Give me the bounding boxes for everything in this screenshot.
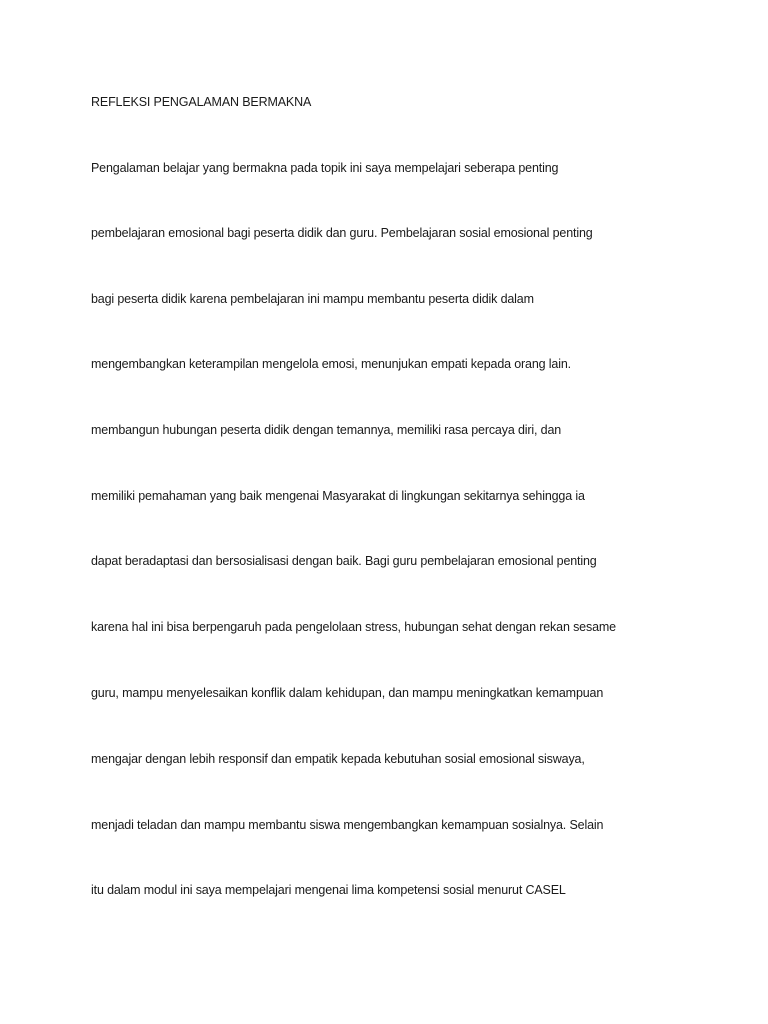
body-line: guru, mampu menyelesaikan konflik dalam kehidupan, dan mampu meningkatkan kemampuan (91, 686, 604, 700)
body-line: karena hal ini bisa berpengaruh pada pengelolaan stress, hubungan sehat dengan rekan sesame (91, 620, 616, 634)
body-line: Pengalaman belajar yang bermakna pada topik ini saya mempelajari seberapa penting (91, 161, 559, 175)
body-line: bagi peserta didik karena pembelajaran ini mampu membantu peserta didik dalam (91, 292, 534, 306)
body-line: memiliki pemahaman yang baik mengenai Masyarakat di lingkungan sekitarnya sehingga ia (91, 489, 585, 503)
body-line: mengembangkan keterampilan mengelola emosi, menunjukan empati kepada orang lain. (91, 357, 571, 371)
body-line: menjadi teladan dan mampu membantu siswa mengembangkan kemampuan sosialnya. Selain (91, 818, 604, 832)
body-line: dapat beradaptasi dan bersosialisasi dengan baik. Bagi guru pembelajaran emosional penting (91, 554, 597, 568)
body-line: mengajar dengan lebih responsif dan empatik kepada kebutuhan sosial emosional siswaya, (91, 752, 585, 766)
document-title: REFLEKSI PENGALAMAN BERMAKNA (91, 95, 312, 109)
body-line: itu dalam modul ini saya mempelajari mengenai lima kompetensi sosial menurut CASEL (91, 883, 566, 897)
body-line: membangun hubungan peserta didik dengan temannya, memiliki rasa percaya diri, dan (91, 423, 562, 437)
body-line: pembelajaran emosional bagi peserta didik dan guru. Pembelajaran sosial emosional penting (91, 226, 593, 240)
